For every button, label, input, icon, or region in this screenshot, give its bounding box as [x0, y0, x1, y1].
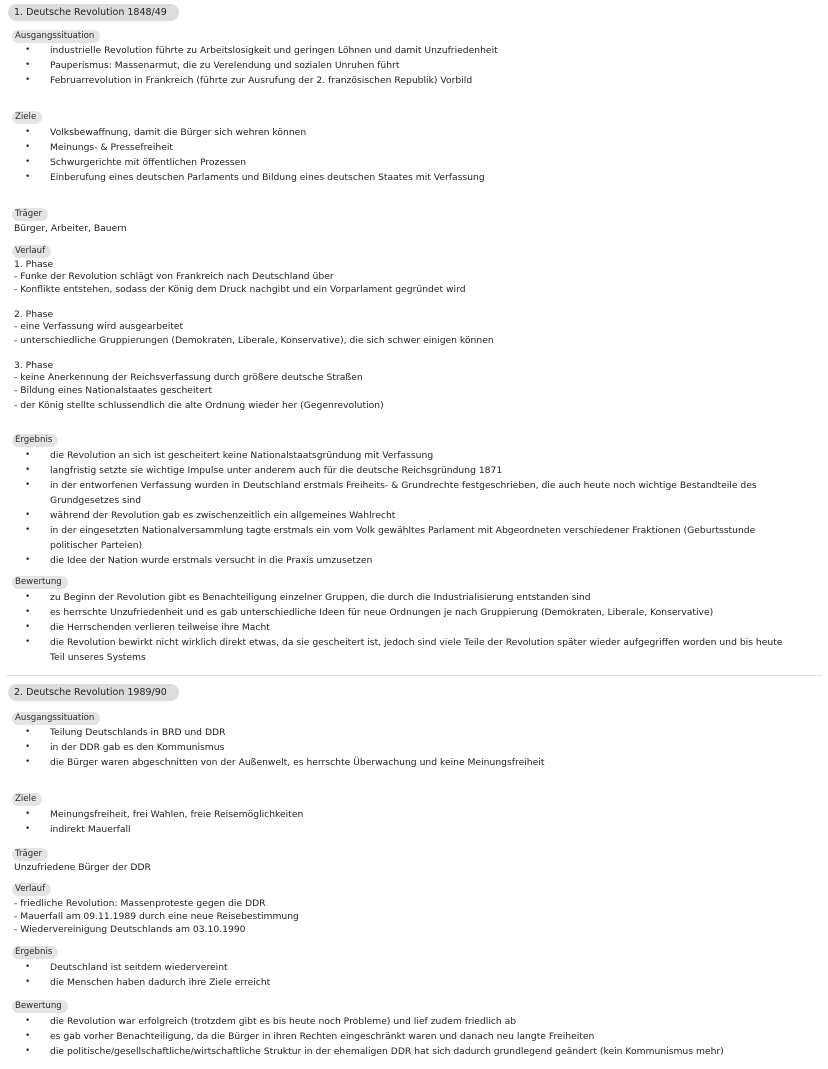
s2-ziele-list: [0, 807, 820, 837]
section-2-title: 2. Deutsche Revolution 1989/90: [8, 684, 179, 701]
list-item: • langfristig setzte sie wichtige Impulse unter anderem auch für die deutsche Reichsgründung 1871: [0, 463, 820, 478]
s1-phase-2-title: 2. Phase: [14, 309, 54, 320]
section-1-title: 1. Deutsche Revolution 1848/49: [8, 4, 179, 21]
s1-ziele-list: [0, 125, 820, 185]
s1-phase-3-line: - keine Anerkennung der Reichsverfassung durch größere deutsche Straßen: [14, 372, 363, 383]
s1-phase-1-line: - Funke der Revolution schlägt von Frankreich nach Deutschland über: [14, 271, 334, 282]
s2-ergebnis-list: [0, 960, 820, 990]
s1-verlauf-label: Verlauf: [12, 245, 51, 258]
list-item: • es gab vorher Benachteiligung, da die Bürger in ihren Rechten eingeschränkt waren und danach neu langte Freiheiten: [0, 1029, 820, 1044]
list-item: • in der entworfenen Verfassung wurden in Deutschland erstmals Freiheits- & Grundrechte festgeschrieben, die auch heute noch wichtige Bestandteile des Grundgesetzes sind: [0, 478, 820, 508]
s1-phase-1-title: 1. Phase: [14, 259, 54, 270]
s1-phase-3-line: - Bildung eines Nationalstaates gescheitert: [14, 385, 213, 396]
list-item: • indirekt Mauerfall: [0, 822, 820, 837]
s2-bewertung-label: Bewertung: [12, 1000, 68, 1013]
list-item: • Meinungs- & Pressefreiheit: [0, 140, 820, 155]
list-item: • Volksbewaffnung, damit die Bürger sich wehren können: [0, 125, 820, 140]
list-item: • Februarrevolution in Frankreich (führte zur Ausrufung der 2. französischen Republik) Vorbild: [0, 73, 820, 88]
s2-verlauf-line: - friedliche Revolution: Massenproteste gegen die DDR: [14, 898, 266, 909]
s2-verlauf-line: - Mauerfall am 09.11.1989 durch eine neue Reisebestimmung: [14, 911, 299, 922]
list-item: • die Revolution an sich ist gescheitert keine Nationalstaatsgründung mit Verfassung: [0, 448, 820, 463]
list-item: • die Menschen haben dadurch ihre Ziele erreicht: [0, 975, 820, 990]
s1-bewertung-list: [0, 590, 820, 665]
list-item: • die Revolution war erfolgreich (trotzdem gibt es bis heute noch Probleme) und lief zudem friedlich ab: [0, 1014, 820, 1029]
s1-phase-2-line: - eine Verfassung wird ausgearbeitet: [14, 321, 184, 332]
list-item: • industrielle Revolution führte zu Arbeitslosigkeit und geringen Löhnen und damit Unzufriedenheit: [0, 43, 820, 58]
list-item: • Meinungsfreiheit, frei Wahlen, freie Reisemöglichkeiten: [0, 807, 820, 822]
section-divider: [6, 675, 822, 676]
s1-traeger-label: Träger: [12, 208, 48, 221]
s1-ausgang-label: Ausgangssituation: [12, 30, 100, 43]
s1-ergebnis-label: Ergebnis: [12, 434, 58, 447]
list-item: • die Idee der Nation wurde erstmals versucht in die Praxis umzusetzen: [0, 553, 820, 568]
s1-phase-2-line: - unterschiedliche Gruppierungen (Demokraten, Liberale, Konservative), die sich schwer einigen können: [14, 335, 494, 346]
list-item: • zu Beginn der Revolution gibt es Benachteiligung einzelner Gruppen, die durch die Industrialisierung entstanden sind: [0, 590, 820, 605]
list-item: • die politische/gesellschaftliche/wirtschaftliche Struktur in der ehemaligen DDR hat sich dadurch grundlegend geändert (kein Kommunismus mehr): [0, 1044, 820, 1059]
s1-ergebnis-list: [0, 448, 820, 568]
list-item: • Einberufung eines deutschen Parlaments und Bildung eines deutschen Staates mit Verfassung: [0, 170, 820, 185]
list-item: • die Revolution bewirkt nicht wirklich direkt etwas, da sie gescheitert ist, jedoch sind viele Teile der Revolution später wieder aufgegriffen worden und bis heute Teil unseres Systems: [0, 635, 820, 665]
s2-ausgang-label: Ausgangssituation: [12, 712, 100, 725]
s2-traeger-text: Unzufriedene Bürger der DDR: [14, 862, 151, 873]
s1-ziele-label: Ziele: [12, 111, 42, 124]
list-item: • Pauperismus: Massenarmut, die zu Verelendung und sozialen Unruhen führt: [0, 58, 820, 73]
s1-phase-3-title: 3. Phase: [14, 360, 54, 371]
s2-ausgang-list: [0, 725, 820, 770]
list-item: • Schwurgerichte mit öffentlichen Prozessen: [0, 155, 820, 170]
list-item: • in der eingesetzten Nationalversammlung tagte erstmals ein vom Volk gewähltes Parlament mit Abgeordneten verschiedener Fraktionen (Geburtsstunde politischer Parteien): [0, 523, 820, 553]
list-item: • Deutschland ist seitdem wiedervereint: [0, 960, 820, 975]
s2-verlauf-line: - Wiedervereinigung Deutschlands am 03.10.1990: [14, 924, 246, 935]
list-item: • die Herrschenden verlieren teilweise ihre Macht: [0, 620, 820, 635]
s1-bewertung-label: Bewertung: [12, 576, 68, 589]
list-item: • in der DDR gab es den Kommunismus: [0, 740, 820, 755]
s1-ausgang-list: [0, 43, 820, 88]
s1-traeger-text: Bürger, Arbeiter, Bauern: [14, 223, 127, 234]
s2-verlauf-label: Verlauf: [12, 883, 51, 896]
s2-bewertung-list: [0, 1014, 820, 1059]
list-item: • während der Revolution gab es zwischenzeitlich ein allgemeines Wahlrecht: [0, 508, 820, 523]
s2-ergebnis-label: Ergebnis: [12, 946, 58, 959]
list-item: • die Bürger waren abgeschnitten von der Außenwelt, es herrschte Überwachung und keine Meinungsfreiheit: [0, 755, 820, 770]
s1-phase-1-line: - Konflikte entstehen, sodass der König dem Druck nachgibt und ein Vorparlament gegründet wird: [14, 284, 466, 295]
s1-phase-3-line: - der König stellte schlussendlich die alte Ordnung wieder her (Gegenrevolution): [14, 400, 384, 411]
list-item: • Teilung Deutschlands in BRD und DDR: [0, 725, 820, 740]
s2-ziele-label: Ziele: [12, 793, 42, 806]
s2-traeger-label: Träger: [12, 848, 48, 861]
list-item: • es herrschte Unzufriedenheit und es gab unterschiedliche Ideen für neue Ordnungen je nach Gruppierung (Demokraten, Liberale, Konservative): [0, 605, 820, 620]
